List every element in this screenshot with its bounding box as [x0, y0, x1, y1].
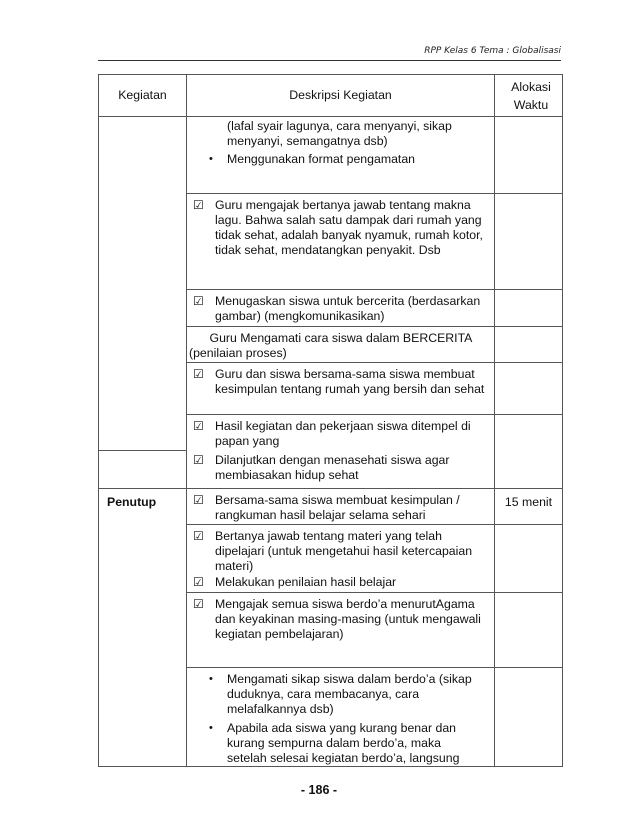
list-item: ☑ Guru mengajak bertanya jawab tentang makna lagu. Bahwa salah satu dampak dari rumah yang tidak sehat, adalah banyak nyamuk, rumah kotor, tidak sehat, mendatangkan penyakit. Dsb	[187, 198, 494, 258]
waktu-cell	[495, 117, 563, 194]
waktu-cell	[495, 290, 563, 327]
list-item: ☑ Bertanya jawab tentang materi yang telah dipelajari (untuk mengetahui hasil ketercapaian materi)	[187, 529, 494, 574]
table-row	[99, 117, 563, 194]
waktu-cell	[495, 327, 563, 363]
waktu-cell	[495, 593, 563, 668]
checkbox-icon: ☑	[193, 453, 204, 467]
col-header-deskripsi: Deskripsi Kegiatan	[187, 75, 495, 117]
checkbox-icon: ☑	[193, 597, 204, 611]
checkbox-icon: ☑	[193, 198, 204, 212]
list-item: • Menggunakan format pengamatan	[209, 152, 415, 166]
list-item: ☑ Hasil kegiatan dan pekerjaan siswa ditempel di papan yang	[187, 419, 494, 449]
deskripsi-cell	[187, 327, 495, 363]
list-item: • Mengamati sikap siswa dalam berdo’a (sikap duduknya, cara membacanya, cara melafalkannya dsb)	[209, 672, 472, 716]
deskripsi-cell	[187, 668, 495, 767]
list-item: ☑ Mengajak semua siswa berdo’a menurutAgama dan keyakinan masing-masing (untuk mengawali kegiatan pembelajaran)	[187, 597, 494, 642]
waktu-cell	[495, 668, 563, 767]
deskripsi-cell	[187, 290, 495, 327]
deskripsi-cell	[187, 525, 495, 593]
bullet-icon: •	[209, 673, 213, 685]
deskripsi-cell	[187, 415, 495, 489]
list-item: ☑ Guru dan siswa bersama-sama siswa membuat kesimpulan tentang rumah yang bersih dan sehat	[187, 367, 494, 397]
waktu-cell	[495, 415, 563, 489]
bullet-icon: •	[209, 722, 213, 734]
waktu-value: 15 menit	[495, 489, 563, 525]
checkbox-icon: ☑	[193, 367, 204, 381]
list-item: ☑ Dilanjutkan dengan menasehati siswa agar membiasakan hidup sehat	[187, 453, 494, 483]
waktu-cell	[495, 194, 563, 290]
running-header: RPP Kelas 6 Tema : Globalisasi	[424, 46, 561, 56]
kegiatan-cell	[99, 117, 187, 451]
col-header-kegiatan: Kegiatan	[99, 75, 187, 117]
kegiatan-penutup: Penutup	[99, 489, 187, 767]
table-row	[99, 489, 563, 525]
checkbox-icon: ☑	[193, 294, 204, 308]
lesson-table	[98, 74, 563, 767]
deskripsi-cell	[187, 363, 495, 415]
list-item: • Apabila ada siswa yang kurang benar dan kurang sempurna dalam berdo’a, maka setelah selesai kegiatan berdo’a, langsung	[209, 721, 460, 765]
deskripsi-cell	[187, 489, 495, 525]
list-item: ☑ Melakukan penilaian hasil belajar	[187, 575, 494, 590]
checkbox-icon: ☑	[193, 493, 204, 507]
col-header-waktu: Alokasi Waktu	[495, 75, 563, 117]
list-item: ☑ Menugaskan siswa untuk bercerita (berdasarkan gambar) (mengkomunikasikan)	[187, 294, 494, 324]
deskripsi-cell	[187, 117, 495, 194]
table-header-row	[99, 75, 563, 117]
bullet-icon: •	[209, 153, 213, 165]
waktu-cell	[495, 525, 563, 593]
waktu-cell	[495, 363, 563, 415]
deskripsi-cell	[187, 194, 495, 290]
page-number: - 186 -	[300, 783, 338, 797]
checkbox-icon: ☑	[193, 575, 204, 589]
deskripsi-cell	[187, 593, 495, 668]
kegiatan-cell	[99, 451, 187, 489]
checkbox-icon: ☑	[193, 419, 204, 433]
list-item: ☑ Bersama-sama siswa membuat kesimpulan / rangkuman hasil belajar selama sehari	[187, 493, 494, 523]
header-rule	[98, 60, 561, 61]
checkbox-icon: ☑	[193, 529, 204, 543]
assessment-note: Guru Mengamati cara siswa dalam BERCERITA (penilaian proses)	[189, 331, 476, 360]
continuation-text: (lafal syair lagunya, cara menyanyi, sikap menyanyi, semangatnya dsb)	[227, 119, 452, 148]
